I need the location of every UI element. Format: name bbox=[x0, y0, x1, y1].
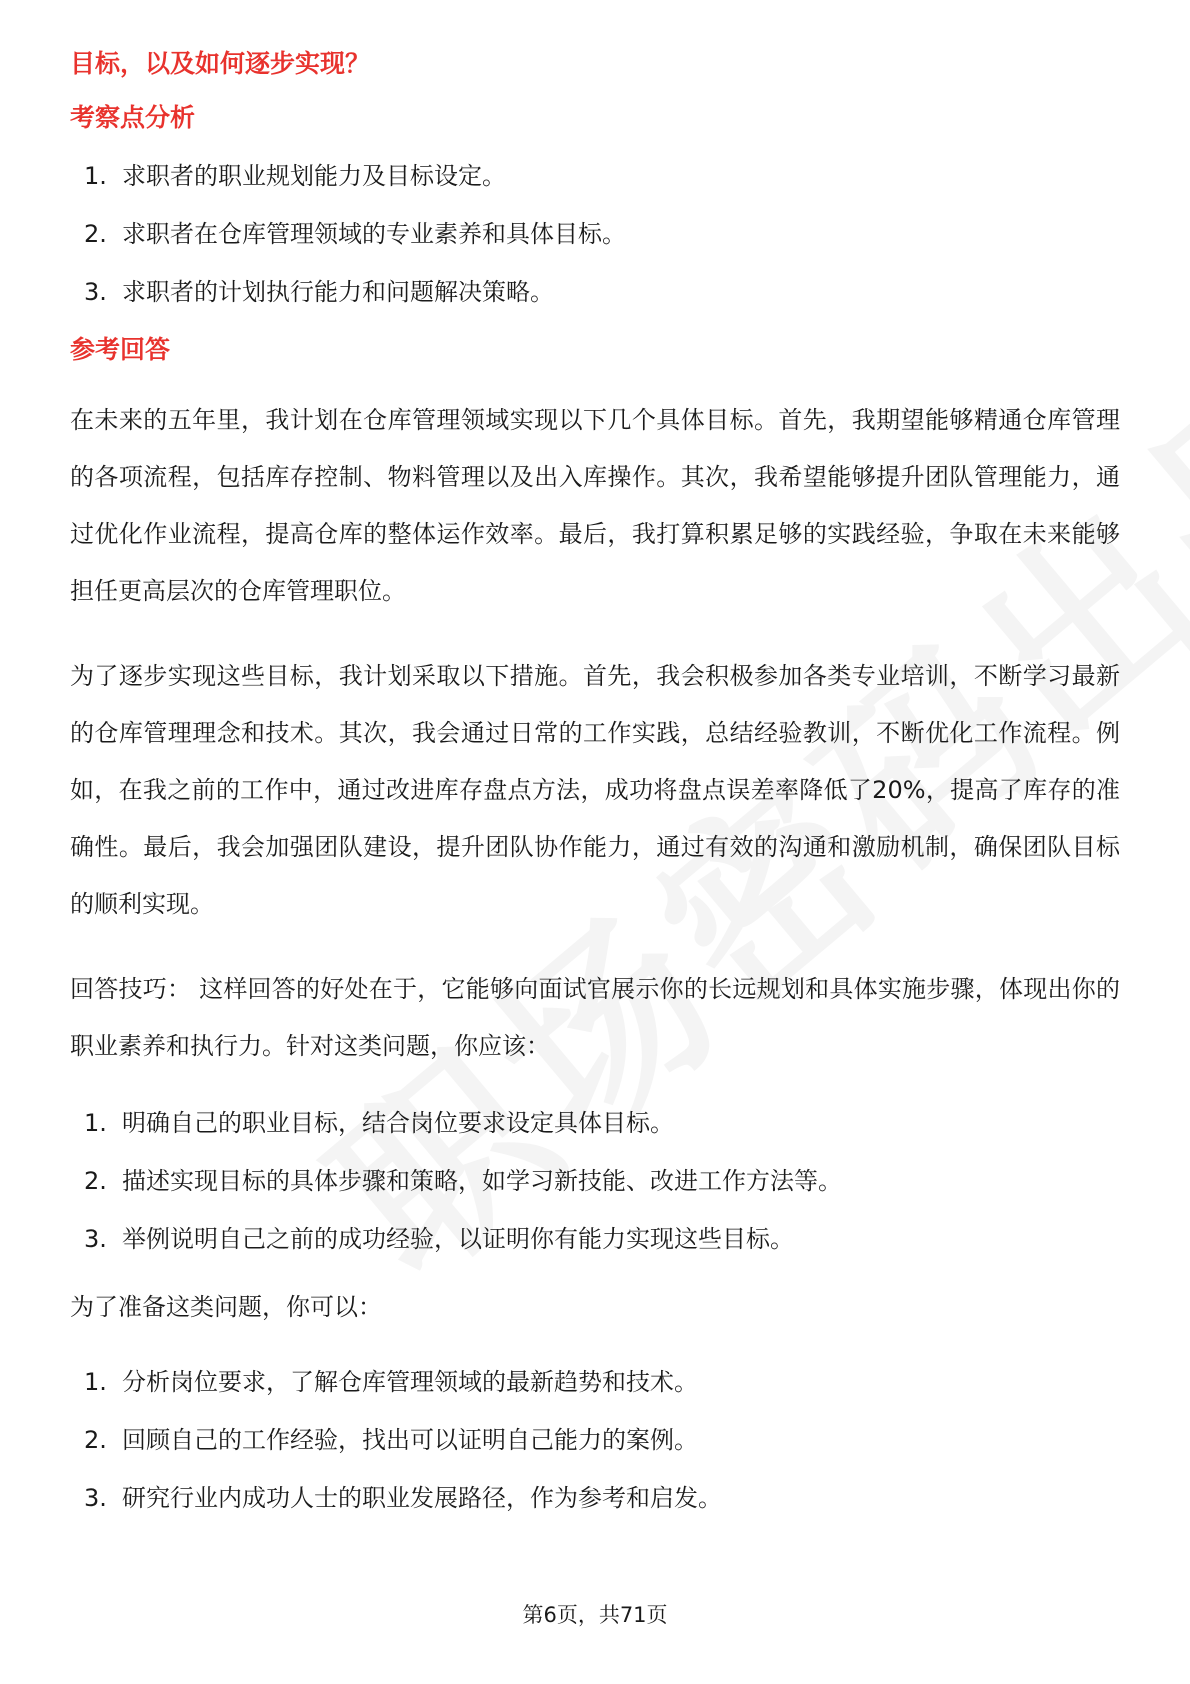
answer-paragraph-1: 在未来的五年里，我计划在仓库管理领域实现以下几个具体目标。首先，我期望能够精通仓库管理的各项流程，包括库存控制、物料管理以及出入库操作。其次，我希望能够提升团队管理能力，通过优化作业流程，提高仓库的整体运作效率。最后，我打算积累足够的实践经验，争取在未来能够担任更高层次的仓库管理职位。 bbox=[70, 406, 1120, 605]
question-heading: 目标，以及如何逐步实现？ bbox=[70, 49, 371, 78]
list-item-number: 1. bbox=[84, 1368, 107, 1396]
list-item bbox=[70, 1422, 1120, 1458]
list-item bbox=[70, 1364, 1120, 1400]
answer-heading: 参考回答 bbox=[70, 335, 171, 364]
prepare-intro: 为了准备这类问题，你可以： bbox=[70, 1293, 382, 1321]
list-item bbox=[70, 216, 1120, 252]
list-item bbox=[70, 1480, 1120, 1516]
list-item-text: 明确自己的职业目标，结合岗位要求设定具体目标。 bbox=[122, 1109, 674, 1137]
analysis-heading: 考察点分析 bbox=[70, 103, 196, 132]
list-item-number: 3. bbox=[84, 1484, 107, 1512]
list-item bbox=[70, 1105, 1120, 1141]
list-item bbox=[70, 274, 1120, 310]
list-item-text: 描述实现目标的具体步骤和策略，如学习新技能、改进工作方法等。 bbox=[122, 1167, 842, 1195]
list-item-text: 求职者的职业规划能力及目标设定。 bbox=[122, 162, 506, 190]
list-item-text: 研究行业内成功人士的职业发展路径，作为参考和启发。 bbox=[122, 1484, 722, 1512]
list-item-number: 2. bbox=[84, 1167, 107, 1195]
answer-paragraph-2: 为了逐步实现这些目标，我计划采取以下措施。首先，我会积极参加各类专业培训，不断学习最新的仓库管理理念和技术。其次，我会通过日常的工作实践，总结经验教训，不断优化工作流程。例如，在我之前的工作中，通过改进库存盘点方法，成功将盘点误差率降低了20%，提高了库存的准确性。最后，我会加强团队建设，提升团队协作能力，通过有效的沟通和激励机制，确保团队目标的顺利实现。 bbox=[70, 662, 1120, 918]
list-item-number: 1. bbox=[84, 1109, 107, 1137]
list-item bbox=[70, 1221, 1120, 1257]
list-item bbox=[70, 1163, 1120, 1199]
list-item-text: 举例说明自己之前的成功经验，以证明你有能力实现这些目标。 bbox=[122, 1225, 794, 1253]
list-item-number: 2. bbox=[84, 220, 107, 248]
tips-list bbox=[70, 1105, 1120, 1257]
list-item-text: 分析岗位要求，了解仓库管理领域的最新趋势和技术。 bbox=[122, 1368, 698, 1396]
page-number-footer: 第6页，共71页 bbox=[522, 1603, 668, 1627]
prepare-list bbox=[70, 1364, 1120, 1516]
tips-intro: 回答技巧： 这样回答的好处在于，它能够向面试官展示你的长远规划和具体实施步骤，体现出你的职业素养和执行力。针对这类问题，你应该： bbox=[70, 975, 1120, 1060]
page-content bbox=[70, 46, 1120, 1538]
list-item bbox=[70, 158, 1120, 194]
list-item-number: 2. bbox=[84, 1426, 107, 1454]
list-item-number: 1. bbox=[84, 162, 107, 190]
list-item-number: 3. bbox=[84, 1225, 107, 1253]
list-item-text: 回顾自己的工作经验，找出可以证明自己能力的案例。 bbox=[122, 1426, 698, 1454]
list-item-number: 3. bbox=[84, 278, 107, 306]
list-item-text: 求职者在仓库管理领域的专业素养和具体目标。 bbox=[122, 220, 626, 248]
list-item-text: 求职者的计划执行能力和问题解决策略。 bbox=[122, 278, 554, 306]
analysis-list bbox=[70, 158, 1120, 310]
